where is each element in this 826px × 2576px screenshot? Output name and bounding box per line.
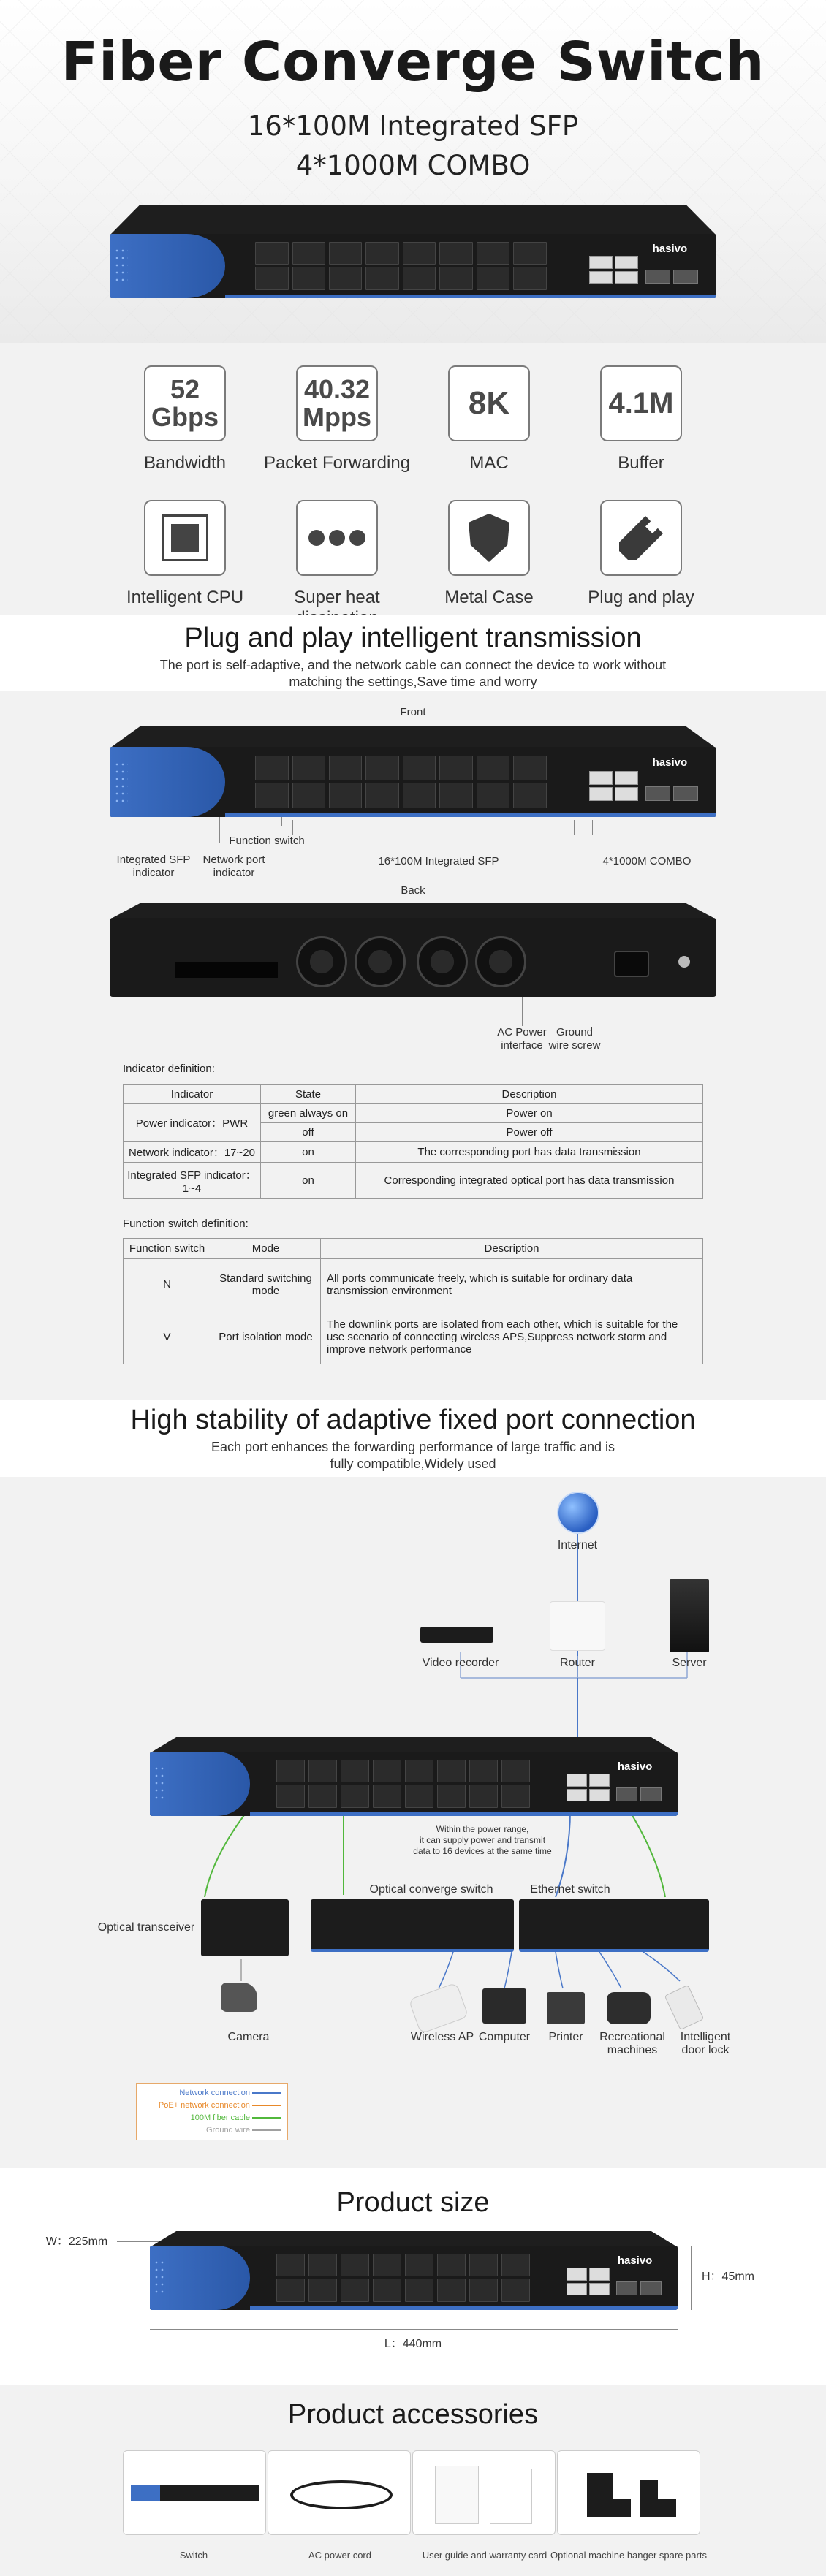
ethernet-switch-icon bbox=[519, 1899, 709, 1952]
feature-label: Plug and play bbox=[588, 588, 694, 607]
table-header: Description bbox=[321, 1239, 703, 1259]
accessory-power-cord bbox=[268, 2450, 411, 2535]
table-cell: off bbox=[261, 1123, 356, 1142]
table-header: State bbox=[261, 1085, 356, 1104]
legend-label: 100M fiber cable bbox=[190, 2113, 250, 2122]
note-line: it can supply power and transmit bbox=[419, 1835, 546, 1845]
feature-plug-play bbox=[565, 500, 717, 628]
section-title: High stability of adaptive fixed port connection bbox=[130, 1405, 696, 1435]
label-line: interface bbox=[501, 1039, 543, 1052]
spec-buffer bbox=[565, 365, 717, 474]
legend-item bbox=[143, 2087, 281, 2100]
server-icon bbox=[670, 1579, 709, 1652]
computer-icon bbox=[482, 1988, 526, 2024]
brand-logo: hasivo bbox=[652, 756, 688, 770]
section-title: Product size bbox=[336, 2187, 490, 2218]
width-label: W：225mm bbox=[45, 2235, 108, 2248]
feature-label: Metal Case bbox=[444, 588, 534, 607]
internet-globe-icon bbox=[557, 1492, 599, 1534]
section-desc-line2: matching the settings,Save time and worry bbox=[289, 675, 537, 689]
network-indicator-label bbox=[190, 854, 278, 880]
ac-power-socket bbox=[614, 951, 649, 977]
section-desc-line1: The port is self-adaptive, and the network cable can connect the device to work without bbox=[159, 658, 667, 672]
server-label: Server bbox=[672, 1657, 707, 1669]
spec-label: Buffer bbox=[618, 453, 664, 473]
table-cell bbox=[124, 1163, 261, 1199]
panel-section bbox=[0, 691, 826, 1400]
table-cell: Power indicator：PWR bbox=[124, 1104, 261, 1142]
poe-note bbox=[409, 1824, 556, 1857]
topology-section bbox=[0, 1477, 826, 2168]
feature-cpu bbox=[109, 500, 261, 628]
legend-item bbox=[143, 2112, 281, 2124]
size-switch-image bbox=[150, 2231, 678, 2310]
label-line: Integrated SFP bbox=[116, 854, 191, 866]
router-label: Router bbox=[559, 1657, 596, 1669]
table-cell: green always on bbox=[261, 1104, 356, 1123]
table-cell bbox=[211, 1259, 321, 1310]
hero-subtitle-line1: 16*100M Integrated SFP bbox=[247, 110, 579, 142]
cell-line: The downlink ports are isolated from each other, which is suitable for the bbox=[327, 1318, 678, 1331]
accessory-label: Switch bbox=[179, 2550, 208, 2561]
spec-label: MAC bbox=[469, 453, 509, 473]
stability-heading bbox=[0, 1400, 826, 1477]
label-line: Ground bbox=[556, 1026, 594, 1038]
label-line: door lock bbox=[681, 2044, 730, 2056]
converge-switch-icon bbox=[311, 1899, 514, 1952]
combo-label: 4*1000M COMBO bbox=[602, 855, 692, 867]
indicator-table-title: Indicator definition: bbox=[123, 1063, 215, 1075]
label-line: indicator bbox=[213, 867, 255, 879]
spec-unit: Mpps bbox=[303, 402, 371, 432]
label-line: Recreational bbox=[599, 2031, 665, 2043]
spec-mac bbox=[413, 365, 565, 474]
camera-label: Camera bbox=[227, 2031, 270, 2043]
plug-play-heading bbox=[0, 615, 826, 691]
sfp-indicator-label bbox=[110, 854, 197, 880]
cell-line: mode bbox=[251, 1284, 280, 1297]
table-cell: Power off bbox=[356, 1123, 703, 1142]
hero-title: Fiber Converge Switch bbox=[61, 31, 765, 94]
back-label: Back bbox=[401, 884, 425, 897]
video-recorder-icon bbox=[420, 1627, 493, 1643]
function-switch-label: Function switch bbox=[229, 835, 305, 847]
optical-converge-label: Optical converge switch bbox=[369, 1883, 493, 1896]
ground-screw bbox=[678, 956, 690, 968]
legend-swatch bbox=[252, 2129, 281, 2131]
spec-value: 40.32 bbox=[303, 374, 371, 404]
label-line: indicator bbox=[132, 867, 175, 879]
label-line: machines bbox=[607, 2044, 658, 2056]
brand-logo: hasivo bbox=[617, 2254, 653, 2268]
recreational-label bbox=[592, 2031, 672, 2057]
table-header: Mode bbox=[211, 1239, 321, 1259]
recreational-icon bbox=[607, 1992, 651, 2024]
indicator-table bbox=[123, 1084, 703, 1199]
shield-icon bbox=[469, 514, 509, 562]
brand-logo: hasivo bbox=[652, 243, 688, 256]
accessory-switch bbox=[123, 2450, 266, 2535]
table-cell: on bbox=[261, 1142, 356, 1163]
section-title: Product accessories bbox=[287, 2399, 539, 2430]
spec-packet-forwarding bbox=[261, 365, 413, 474]
table-header: Description bbox=[356, 1085, 703, 1104]
switch-image bbox=[110, 205, 716, 298]
feature-row bbox=[0, 500, 826, 628]
spec-value: 8K bbox=[468, 385, 510, 421]
accessories-section bbox=[0, 2385, 826, 2576]
internet-label: Internet bbox=[557, 1539, 598, 1551]
hero-banner bbox=[0, 0, 826, 343]
length-label: L：440mm bbox=[384, 2338, 442, 2350]
legend-swatch bbox=[252, 2105, 281, 2106]
cell-line: Standard switching bbox=[219, 1272, 312, 1285]
cell-line: All ports communicate freely, which is suitable for ordinary data bbox=[327, 1272, 633, 1285]
table-cell: V bbox=[124, 1310, 211, 1364]
spec-row bbox=[0, 365, 826, 474]
accessory-user-guide bbox=[412, 2450, 556, 2535]
spec-bandwidth bbox=[109, 365, 261, 474]
ethernet-switch-label: Ethernet switch bbox=[530, 1883, 610, 1896]
height-label: H：45mm bbox=[702, 2271, 755, 2283]
table-cell: Network indicator：17~20 bbox=[124, 1142, 261, 1163]
optical-transceiver-label: Optical transceiver bbox=[97, 1921, 195, 1934]
computer-label: Computer bbox=[478, 2031, 531, 2043]
label-line: Intelligent bbox=[680, 2031, 731, 2043]
table-cell: Port isolation mode bbox=[211, 1310, 321, 1364]
camera-icon bbox=[221, 1983, 257, 2012]
spec-value: 4.1M bbox=[608, 387, 674, 419]
feature-label: Super heat bbox=[294, 588, 380, 607]
cpu-icon bbox=[162, 514, 208, 561]
ground-label bbox=[538, 1026, 611, 1052]
accessory-label: User guide and warranty card bbox=[422, 2550, 547, 2561]
section-desc-line1: Each port enhances the forwarding performance of large traffic and is bbox=[211, 1440, 615, 1454]
cell-line: improve network performance bbox=[327, 1343, 472, 1356]
accessory-hanger bbox=[557, 2450, 700, 2535]
function-table-title: Function switch definition: bbox=[123, 1217, 249, 1230]
printer-icon bbox=[547, 1992, 585, 2024]
function-table bbox=[123, 1238, 703, 1364]
wireless-ap-label: Wireless AP bbox=[410, 2031, 474, 2043]
printer-label: Printer bbox=[548, 2031, 583, 2043]
hero-subtitle-line2: 4*1000M COMBO bbox=[295, 150, 531, 181]
front-label: Front bbox=[400, 706, 426, 718]
legend-item bbox=[143, 2100, 281, 2112]
note-line: data to 16 devices at the same time bbox=[413, 1846, 552, 1856]
front-panel-image bbox=[110, 726, 716, 817]
spec-unit: Gbps bbox=[151, 402, 219, 432]
product-size-section bbox=[0, 2168, 826, 2385]
hero-subtitle bbox=[0, 107, 826, 186]
legend-label: Ground wire bbox=[206, 2126, 250, 2135]
plug-icon bbox=[619, 516, 663, 560]
cell-line: Integrated SFP indicator： bbox=[127, 1169, 257, 1182]
legend-item bbox=[143, 2124, 281, 2137]
section-title: Plug and play intelligent transmission bbox=[184, 623, 642, 653]
table-cell bbox=[321, 1259, 703, 1310]
legend bbox=[136, 2083, 288, 2140]
table-cell: N bbox=[124, 1259, 211, 1310]
legend-swatch bbox=[252, 2092, 281, 2094]
legend-swatch bbox=[252, 2117, 281, 2119]
note-line: Within the power range, bbox=[436, 1824, 529, 1834]
accessory-label: AC power cord bbox=[308, 2550, 371, 2561]
feature-heat bbox=[261, 500, 413, 628]
video-recorder-label: Video recorder bbox=[422, 1657, 499, 1669]
spec-label: Bandwidth bbox=[143, 453, 227, 473]
feature-label: Intelligent CPU bbox=[126, 588, 244, 607]
table-cell bbox=[321, 1310, 703, 1364]
label-line: Network port bbox=[202, 854, 265, 866]
table-cell: The corresponding port has data transmission bbox=[356, 1142, 703, 1163]
legend-label: PoE+ network connection bbox=[158, 2101, 250, 2110]
fans-icon bbox=[308, 530, 365, 546]
optical-transceiver-icon bbox=[201, 1899, 289, 1956]
main-switch-image bbox=[150, 1737, 678, 1816]
legend-label: Network connection bbox=[179, 2089, 250, 2097]
table-cell: on bbox=[261, 1163, 356, 1199]
specs-section bbox=[0, 343, 826, 615]
brand-logo: hasivo bbox=[617, 1760, 653, 1774]
sfp-ports-label: 16*100M Integrated SFP bbox=[378, 855, 499, 867]
section-desc-line2: fully compatible,Widely used bbox=[330, 1456, 496, 1471]
cell-line: 1~4 bbox=[182, 1182, 202, 1195]
label-line: wire screw bbox=[548, 1039, 601, 1052]
router-icon bbox=[550, 1601, 605, 1651]
label-line: AC Power bbox=[497, 1026, 547, 1038]
back-panel-image bbox=[110, 903, 716, 997]
table-cell: Power on bbox=[356, 1104, 703, 1123]
table-header: Indicator bbox=[124, 1085, 261, 1104]
door-lock-label bbox=[669, 2031, 742, 2057]
table-cell: Corresponding integrated optical port has data transmission bbox=[356, 1163, 703, 1199]
cell-line: use scenario of connecting wireless APS,Suppress network storm and bbox=[327, 1331, 667, 1343]
spec-value: 52 bbox=[170, 374, 200, 404]
accessory-label: Optional machine hanger spare parts bbox=[550, 2550, 707, 2561]
table-header: Function switch bbox=[124, 1239, 211, 1259]
feature-metal-case bbox=[413, 500, 565, 628]
cell-line: transmission environment bbox=[327, 1284, 452, 1297]
spec-label: Packet Forwarding bbox=[263, 453, 411, 473]
